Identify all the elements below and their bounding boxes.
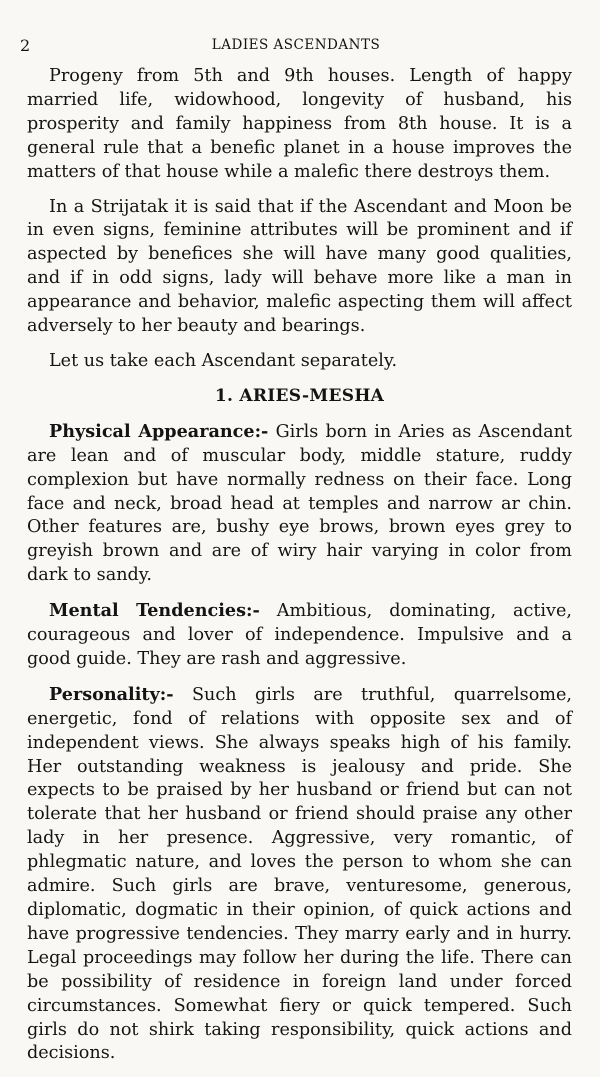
personality-label: Personality:- <box>49 683 174 705</box>
mental-tendencies-text: Ambitious, dominating, active, courageous and lover of independence. Impulsive and a good guide. They are rash and aggressive. <box>27 601 573 669</box>
physical-appearance-text: Girls born in Aries as Ascendant are lean and of muscular body, middle stature, ruddy complexion but have normally redness on their face. Long face and neck, broad head at temples and narrow ar chin. Other features are, bushy eye brows, brown eyes grey to greyish brown and are of wiry hair varying in color from dark to sandy. <box>27 421 573 586</box>
intro-paragraph-1: Progeny from 5th and 9th houses. Length of happy married life, widowhood, longevity of husband, his prosperity and family happiness from 8th house. It is a general rule that a benefic planet in a house improves the matters of that house while a malefic there destroys them. <box>27 66 572 182</box>
page-body <box>20 65 572 1066</box>
page-number: 2 <box>20 36 31 55</box>
intro-paragraph-2: In a Strijatak it is said that if the Ascendant and Moon be in even signs, feminine attributes will be prominent and if aspected by benefices she will have many good qualities, and if in odd signs, lady will behave more like a man in appearance and behavior, malefic aspecting them will affect adversely to her beauty and bearings. <box>27 196 572 337</box>
mental-tendencies-label: Mental Tendencies:- <box>49 600 260 622</box>
running-title: LADIES ASCENDANTS <box>211 37 381 53</box>
intro-paragraph-3: Let us take each Ascendant separately. <box>49 350 398 371</box>
physical-appearance-paragraph <box>27 420 572 588</box>
personality-paragraph <box>27 683 572 1067</box>
section-title: 1. ARIES-MESHA <box>214 385 385 406</box>
mental-tendencies-paragraph <box>27 599 572 672</box>
personality-text: Such girls are truthful, quarrelsome, energetic, fond of relations with opposite sex and of independent views. She always speaks high of his family. Her outstanding weakness is jealousy and pride. She expects to be praised by her husband or friend but can not tolerate that her husband or friend should praise any other lady in her presence. Aggressive, very romantic, of phlegmatic nature, and loves the person to whom she can admire. Such girls are brave, venturesome, generous, diplomatic, dogmatic in their opinion, of quick actions and have progressive tendencies. They marry early and in hurry. Legal proceedings may follow her during the life. There can be possibility of residence in foreign land under forced circumstances. Somewhat fiery or quick tempered. Such girls do not shirk taking responsibility, quick actions and decisions. <box>27 684 572 1064</box>
page-header <box>20 36 572 58</box>
physical-appearance-label: Physical Appearance:- <box>49 420 269 442</box>
book-page <box>20 36 572 1077</box>
